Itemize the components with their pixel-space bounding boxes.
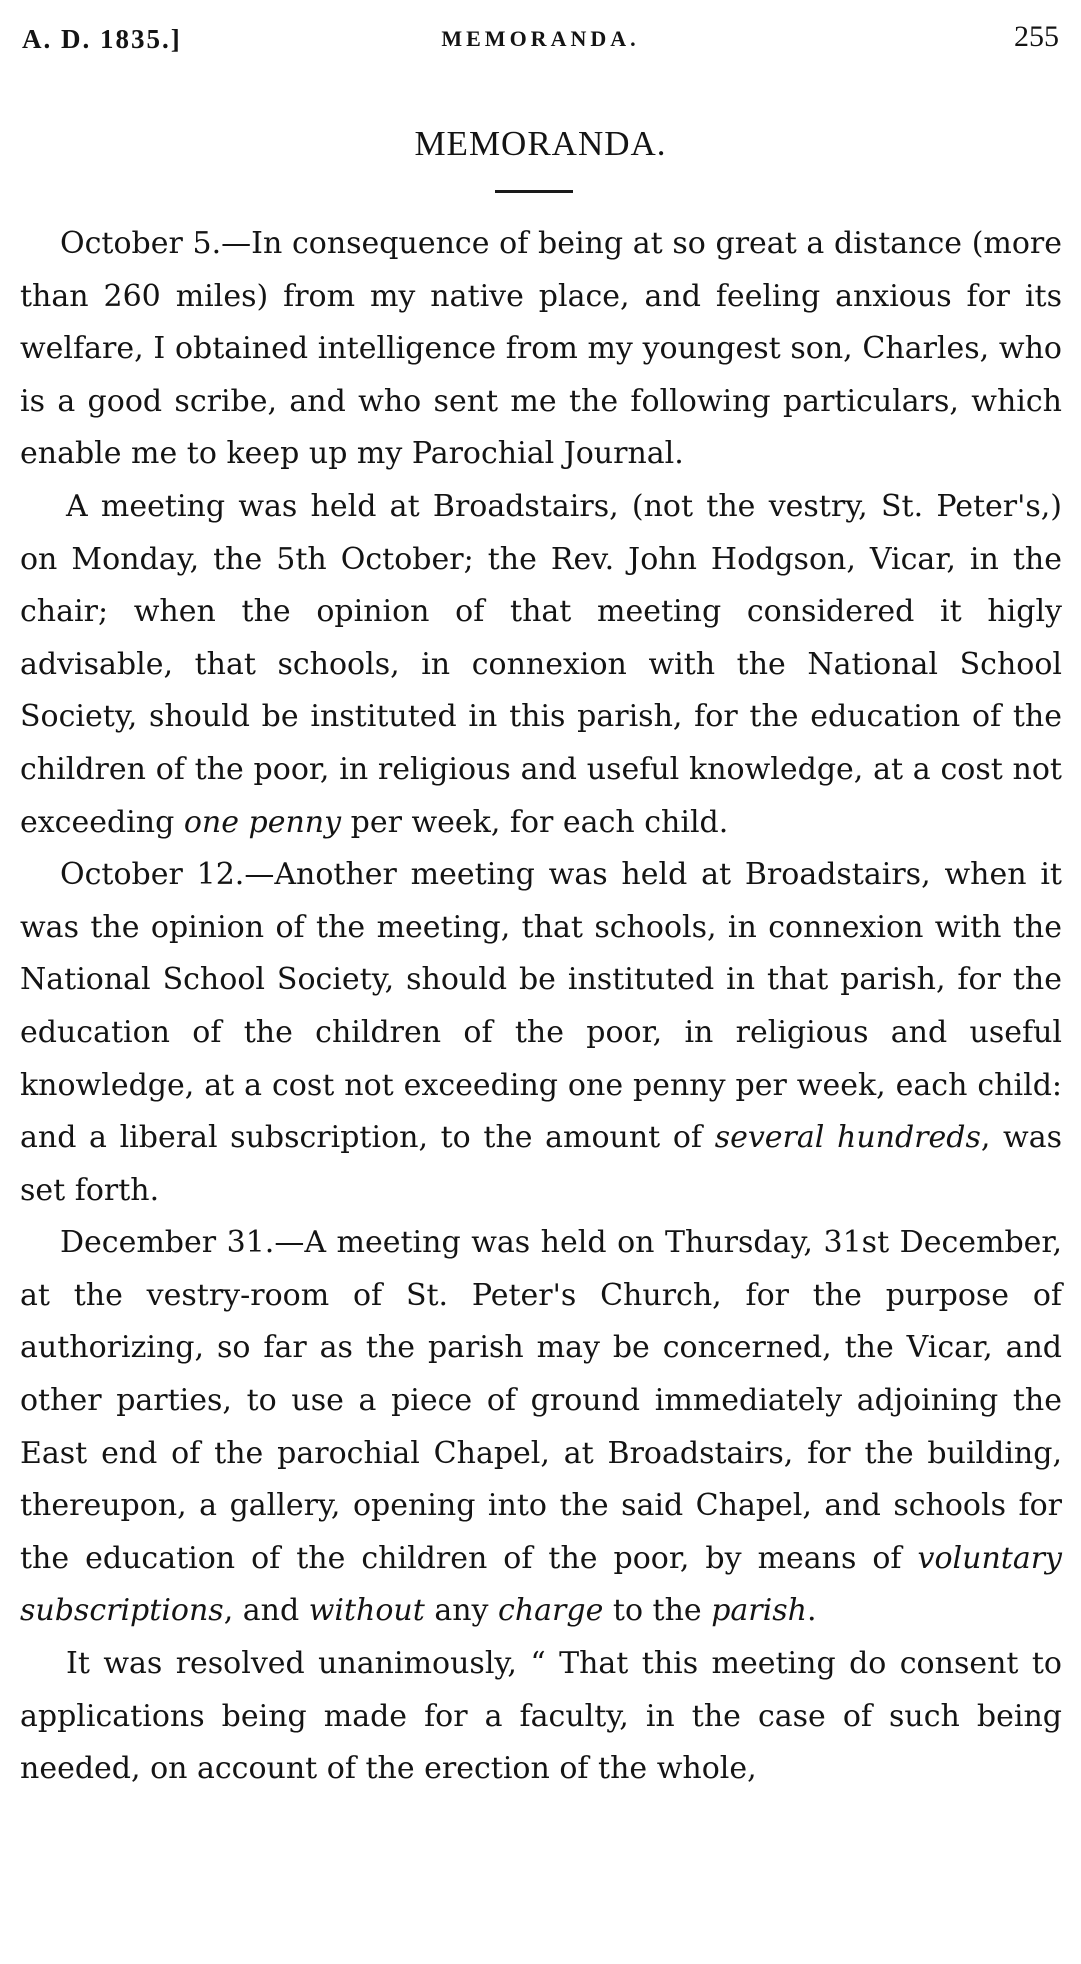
section-title: MEMORANDA. xyxy=(414,124,667,163)
body-text xyxy=(20,218,1062,1796)
running-head-year: A. D. 1835.] xyxy=(22,24,182,54)
text-run: , was set forth. xyxy=(20,1120,1062,1208)
text-run: . xyxy=(806,1593,817,1629)
text-run: , and xyxy=(223,1593,309,1629)
text-run: It was resolved unanimously, “ That this meeting do consent to applications being made for a faculty, in the case of such being needed, on account of the erection of the whole, xyxy=(20,1646,1062,1787)
text-run: October 5.—In consequence of being at so great a distance (more than 260 miles) from my native place, and feeling anxious for its welfare, I obtained intelligence from my youngest son, Charles, who is a good scribe, and who sent me the following particulars, which enable me to keep up my Parochial Journal. xyxy=(20,226,1062,472)
italic-phrase: voluntary subscriptions xyxy=(20,1540,1062,1629)
paragraph xyxy=(20,849,1062,1217)
text-run: per week, for each child. xyxy=(341,804,729,840)
text-run: October 12.—Another meeting was held at Broadstairs, when it was the opinion of the meeting, that schools, in connexion with the National School Society, should be instituted in that parish, for the education of the children of the poor, in religious and useful knowledge, at a cost not exceeding one penny per week, each child: and a liberal subscription, to the amount of xyxy=(20,857,1062,1156)
text-run: December 31.—A meeting was held on Thursday, 31st December, at the vestry-room of St. Peter's Church, for the purpose of authorizing, so far as the parish may be concerned, the Vicar, and other parties, to use a piece of ground immediately adjoining the East end of the parochial Chapel, at Broadstairs, for the building, thereupon, a gallery, opening into the said Chapel, and schools for the education of the children of the poor, by means of xyxy=(20,1225,1062,1576)
title-divider xyxy=(495,190,573,193)
paragraph xyxy=(20,481,1062,849)
running-head xyxy=(22,22,1059,62)
running-head-title: MEMORANDA. xyxy=(441,26,640,51)
italic-phrase: several hundreds xyxy=(714,1120,981,1156)
italic-phrase: one penny xyxy=(183,804,342,840)
paragraph xyxy=(20,1217,1062,1638)
italic-phrase: parish xyxy=(711,1593,807,1629)
paragraph xyxy=(20,1638,1062,1796)
italic-phrase: charge xyxy=(498,1593,604,1629)
page-number: 255 xyxy=(1014,20,1059,53)
text-run: to the xyxy=(603,1593,712,1629)
text-run: A meeting was held at Broadstairs, (not the vestry, St. Peter's,) on Monday, the 5th October; the Rev. John Hodgson, Vicar, in the chair; when the opinion of that meeting considered it higly advisable, that schools, in connexion with the National School Society, should be instituted in this parish, for the education of the children of the poor, in religious and useful knowledge, at a cost not exceeding xyxy=(20,488,1062,840)
text-run: any xyxy=(424,1593,499,1629)
italic-phrase: without xyxy=(308,1593,425,1629)
paragraph xyxy=(20,218,1062,481)
